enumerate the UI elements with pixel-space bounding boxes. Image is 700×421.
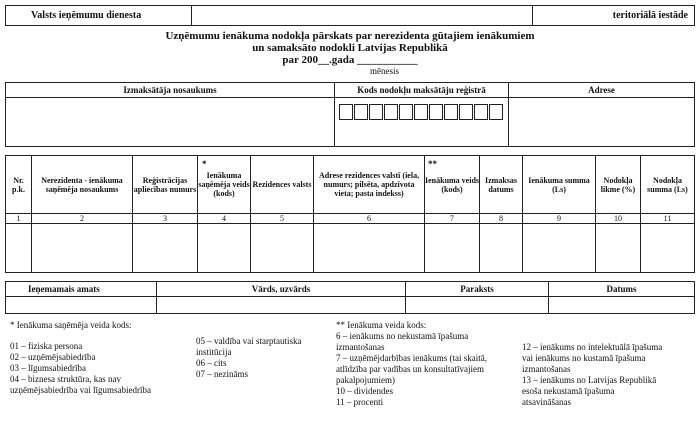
cell-nr[interactable] (6, 224, 32, 273)
recipient-code-03: 03 – līgumsabiedrība (10, 363, 86, 373)
date-label: Datums (549, 282, 695, 297)
th-nr: Nr. p.k. (6, 156, 32, 214)
signature-label: Paraksts (406, 282, 549, 297)
cell-recipient-name[interactable] (32, 224, 133, 273)
nonresident-income-table (5, 155, 695, 273)
signature-block (5, 281, 695, 314)
recipient-code-02: 02 – uzņēmējsabiedrība (10, 352, 96, 362)
income-code-13: 13 – ienākums no Latvijas Republikā (522, 375, 657, 385)
col-num-3: 3 (133, 214, 198, 224)
income-code-6-cont: izmantošanas (336, 342, 385, 352)
income-code-6: 6 – ienākums no nekustamā īpašuma (336, 331, 469, 341)
income-code-7-cont2: pakalpojumiem) (336, 375, 395, 385)
recipient-code-05-cont: institūcija (196, 347, 232, 357)
payer-code-label: Kods nodokļu maksātāju reģistrā (335, 83, 509, 98)
income-code-11: 11 – procenti (336, 397, 384, 407)
vid-field[interactable] (192, 6, 533, 26)
income-type-legend (336, 320, 516, 408)
payer-name-field[interactable] (6, 98, 335, 147)
cell-residence-address[interactable] (314, 224, 425, 273)
cell-registration-number[interactable] (133, 224, 198, 273)
recipient-legend-title: * Ienākuma saņēmēja veida kods: (10, 320, 132, 330)
col-num-9: 9 (523, 214, 596, 224)
payer-code-field[interactable] (335, 98, 509, 147)
col-num-11: 11 (641, 214, 695, 224)
footnote-mark-1: * (202, 159, 207, 169)
cell-tax-amount[interactable] (641, 224, 695, 273)
th-recipient-type-text: Ienākuma saņēmēja veids (kods) (198, 171, 250, 198)
recipient-code-04: 04 – biznesa struktūra, kas nav (10, 374, 121, 384)
income-code-12-cont2: izmantošanas (522, 364, 571, 374)
table-row (6, 224, 695, 273)
report-title (0, 30, 700, 66)
cell-income-amount[interactable] (523, 224, 596, 273)
th-residence-country: Rezidences valsts (251, 156, 314, 214)
top-bar (5, 5, 695, 26)
vid-label: Valsts ieņēmumu dienesta (6, 6, 192, 26)
name-field[interactable] (157, 297, 406, 314)
th-tax-rate: Nodokļa likme (%) (596, 156, 641, 214)
col-num-7: 7 (425, 214, 480, 224)
recipient-code-01: 01 – fiziska persona (10, 341, 83, 351)
title-line-1: Uzņēmumu ienākuma nodokļa pārskats par nerezidenta gūtajiem ienākumiem (165, 30, 535, 42)
income-code-12-cont: vai ienākums no kustamā īpašuma (522, 353, 646, 363)
footnote-mark-2: ** (428, 159, 437, 169)
col-num-8: 8 (480, 214, 523, 224)
income-type-legend-right (522, 342, 698, 408)
th-income-amount: Ienākuma summa (Ls) (523, 156, 596, 214)
th-residence-address: Adrese rezidences valstī (iela, numurs; pilsēta, apdzīvota vieta; pasta indekss) (314, 156, 425, 214)
recipient-type-legend-right (196, 336, 336, 380)
position-field[interactable] (6, 297, 157, 314)
title-line-3: par 200__.gada ___________ (282, 54, 418, 66)
col-num-10: 10 (596, 214, 641, 224)
th-tax-amount: Nodokļa summa (Ls) (641, 156, 695, 214)
th-recipient-name: Nerezidenta - ienākuma saņēmēja nosaukums (32, 156, 133, 214)
income-code-12: 12 – ienākums no intelektuālā īpašuma (522, 342, 663, 352)
income-code-13-cont: esoša nekustamā īpašuma (522, 386, 615, 396)
recipient-code-04-cont: uzņēmējsabiedrība vai līgumsabiedrība (10, 385, 151, 395)
th-payment-date: Izmaksas datums (480, 156, 523, 214)
income-code-13-cont2: atsavināšanas (522, 397, 571, 407)
cell-residence-country[interactable] (251, 224, 314, 273)
title-line-2: un samaksāto nodokli Latvijas Republikā (252, 42, 448, 54)
territorial-office-label: teritoriālā iestāde (533, 6, 695, 26)
recipient-code-06: 06 – cits (196, 358, 227, 368)
income-code-10: 10 – dividendes (336, 386, 393, 396)
payer-address-field[interactable] (509, 98, 695, 147)
col-num-1: 1 (6, 214, 32, 224)
cell-income-type[interactable] (425, 224, 480, 273)
th-income-type-text: Ienākuma veids (kods) (425, 175, 480, 194)
col-num-4: 4 (198, 214, 251, 224)
th-recipient-type (198, 156, 251, 214)
th-income-type (425, 156, 480, 214)
income-code-7: 7 – uzņēmējdarbības ienākums (tai skaitā, (336, 353, 487, 363)
payer-address-label: Adrese (509, 83, 695, 98)
col-num-5: 5 (251, 214, 314, 224)
cell-payment-date[interactable] (480, 224, 523, 273)
recipient-code-05: 05 – valdība vai starptautiska (196, 336, 302, 346)
th-registration-number: Reģistrācijas apliecības numurs (133, 156, 198, 214)
month-label: mēnesis (370, 66, 399, 76)
income-code-7-cont: atlīdzība par vadības un konsultatīvajiem (336, 364, 484, 374)
name-label: Vārds, uzvārds (157, 282, 406, 297)
recipient-type-legend (10, 320, 190, 396)
col-num-6: 6 (314, 214, 425, 224)
payer-block (5, 82, 695, 147)
recipient-code-07: 07 – nezināms (196, 369, 248, 379)
code-digit-boxes[interactable] (339, 104, 504, 120)
col-num-2: 2 (32, 214, 133, 224)
income-legend-title: ** Ienākuma veida kods: (336, 320, 427, 330)
position-label: Ieņemamais amats (6, 282, 157, 297)
cell-tax-rate[interactable] (596, 224, 641, 273)
date-field[interactable] (549, 297, 695, 314)
signature-field[interactable] (406, 297, 549, 314)
cell-recipient-type[interactable] (198, 224, 251, 273)
payer-name-label: Izmaksātāja nosaukums (6, 83, 335, 98)
